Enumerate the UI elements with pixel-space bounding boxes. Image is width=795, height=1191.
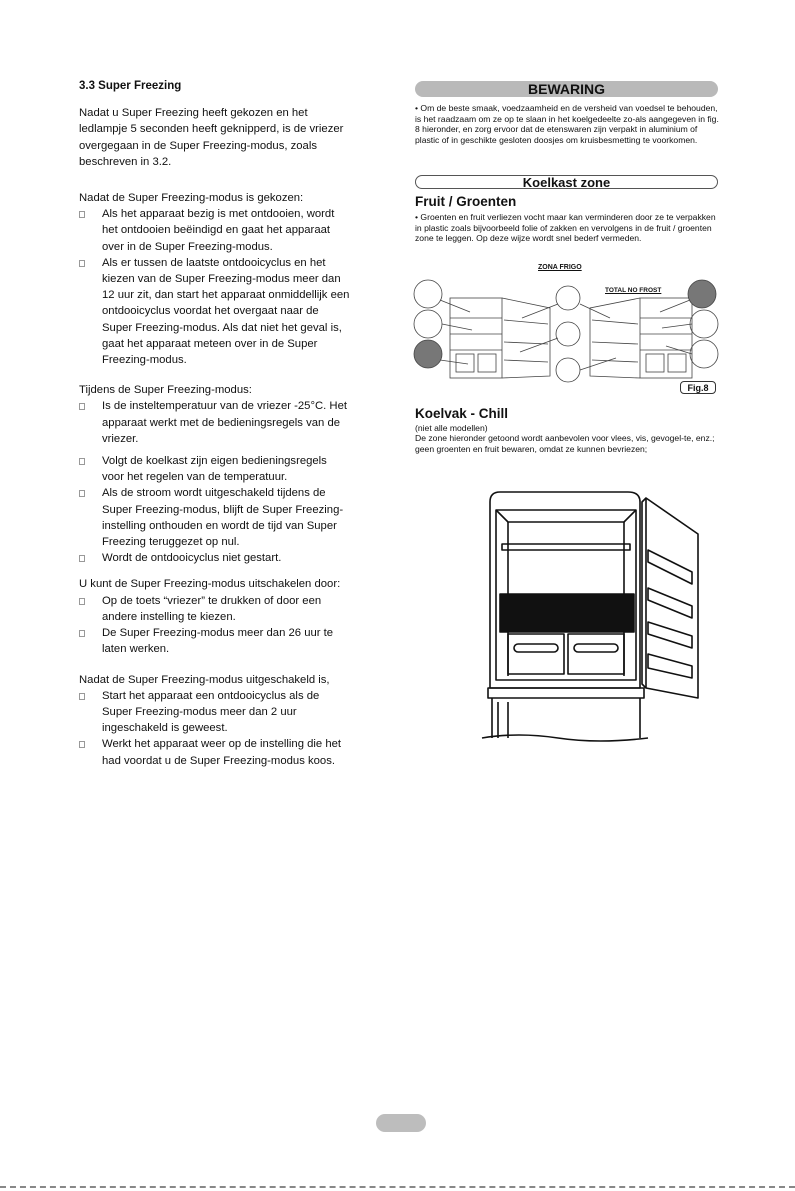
food-storage-illustration xyxy=(410,272,722,390)
intro-paragraph: Nadat u Super Freezing heeft gekozen en het ledlampje 5 seconden heeft geknipperd, is de vriezer overgegaan in de Super Freezing-modus, zoals beschreven in 3.2. xyxy=(79,107,344,168)
list-item: Wordt de ontdooicyclus niet gestart. xyxy=(79,550,351,566)
checkbox-bullet-icon xyxy=(79,403,85,410)
page-number-pill xyxy=(376,1114,426,1132)
list-item: Op de toets “vriezer” te drukken of door een andere instelling te kiezen. xyxy=(79,593,351,625)
cut-line xyxy=(0,1186,795,1188)
chill-paragraph: De zone hieronder getoond wordt aanbevolen voor vlees, vis, gevogel-te, enz.; geen groenten en fruit bewaren, omdat ze kunnen bevriezen; xyxy=(415,433,715,454)
list-item: Start het apparaat een ontdooicyclus als de Super Freezing-modus meer dan 2 uur ingeschakeld is geweest. xyxy=(79,688,351,737)
fridge-chill-illustration xyxy=(478,488,708,744)
during-lead: Tijdens de Super Freezing-modus: xyxy=(79,384,252,397)
after-select-lead: Nadat de Super Freezing-modus is gekozen: xyxy=(79,192,304,205)
checkbox-bullet-icon xyxy=(79,598,85,605)
list-item: Is de insteltemperatuur van de vriezer -25°C. Het apparaat werkt met de bedieningsregels van de vriezer. xyxy=(79,398,351,447)
list-item: Als het apparaat bezig is met ontdooien, wordt het ontdooien beëindigd en gaat het apparaat over in de Super Freezing-modus. xyxy=(79,206,351,255)
figure-label: Fig.8 xyxy=(680,381,716,394)
disable-list xyxy=(79,593,351,658)
list-item: Werkt het apparaat weer op de instelling die het had voordat u de Super Freezing-modus koos. xyxy=(79,736,351,768)
list-item: Volgt de koelkast zijn eigen bedieningsregels voor het regelen van de temperatuur. xyxy=(79,453,351,485)
bewaring-banner: BEWARING xyxy=(415,81,718,97)
checkbox-bullet-icon xyxy=(79,630,85,637)
checkbox-bullet-icon xyxy=(79,555,85,562)
zona-frigo-label: ZONA FRIGO xyxy=(538,264,582,271)
chill-heading: Koelvak - Chill xyxy=(415,406,509,421)
section-heading: 3.3 Super Freezing xyxy=(79,80,182,92)
after-disable-list xyxy=(79,688,351,769)
checkbox-bullet-icon xyxy=(79,490,85,497)
checkbox-bullet-icon xyxy=(79,693,85,700)
after-disable-lead: Nadat de Super Freezing-modus uitgeschakeld is, xyxy=(79,673,330,686)
chill-subtitle: (niet alle modellen) xyxy=(415,423,488,433)
checkbox-bullet-icon xyxy=(79,260,85,267)
after-select-list xyxy=(79,206,351,368)
left-column xyxy=(79,78,351,779)
fruit-heading: Fruit / Groenten xyxy=(415,194,517,209)
checkbox-bullet-icon xyxy=(79,458,85,465)
checkbox-bullet-icon xyxy=(79,211,85,218)
total-no-frost-label: TOTAL NO FROST xyxy=(605,287,662,294)
list-item: De Super Freezing-modus meer dan 26 uur te laten werken. xyxy=(79,625,351,657)
list-item: Als er tussen de laatste ontdooicyclus en het kiezen van de Super Freezing-modus meer dan 12 uur zit, dan start het apparaat onmiddellijk een ontdooicyclus voordat het overgaat naar de Super Freezing-modus. Als dat niet het geval is, gaat het apparaat meteen over in de Super Freezing-modus. xyxy=(79,255,351,368)
list-item: Als de stroom wordt uitgeschakeld tijdens de Super Freezing-modus, blijft de Super Freezing-instelling onthouden en wordt de tijd van Super Freezing teruggezet op nul. xyxy=(79,485,351,550)
disable-lead: U kunt de Super Freezing-modus uitschakelen door: xyxy=(79,578,341,591)
during-list xyxy=(79,398,351,566)
zone-bar: Koelkast zone xyxy=(415,175,718,189)
fruit-paragraph: • Groenten en fruit verliezen vocht maar kan verminderen door ze te verpakken in plastic zoals bijvoorbeeld folie of zakken en vervolgens in de fruit / groenten zone te leggen. Op deze wijze wordt snel bederf vermeden. xyxy=(415,212,716,243)
bewaring-paragraph: • Om de beste smaak, voedzaamheid en de versheid van voedsel te behouden, is het raadzaam om ze op te slaan in het koelgedeelte zo-als aangegeven in fig. 8 hieronder, en zorg ervoor dat de etenswaren zijn verpakt in aluminium of plastic of in geschikte gesloten doosjes om kruisbesmetting te voorkomen. xyxy=(415,103,719,145)
checkbox-bullet-icon xyxy=(79,741,85,748)
